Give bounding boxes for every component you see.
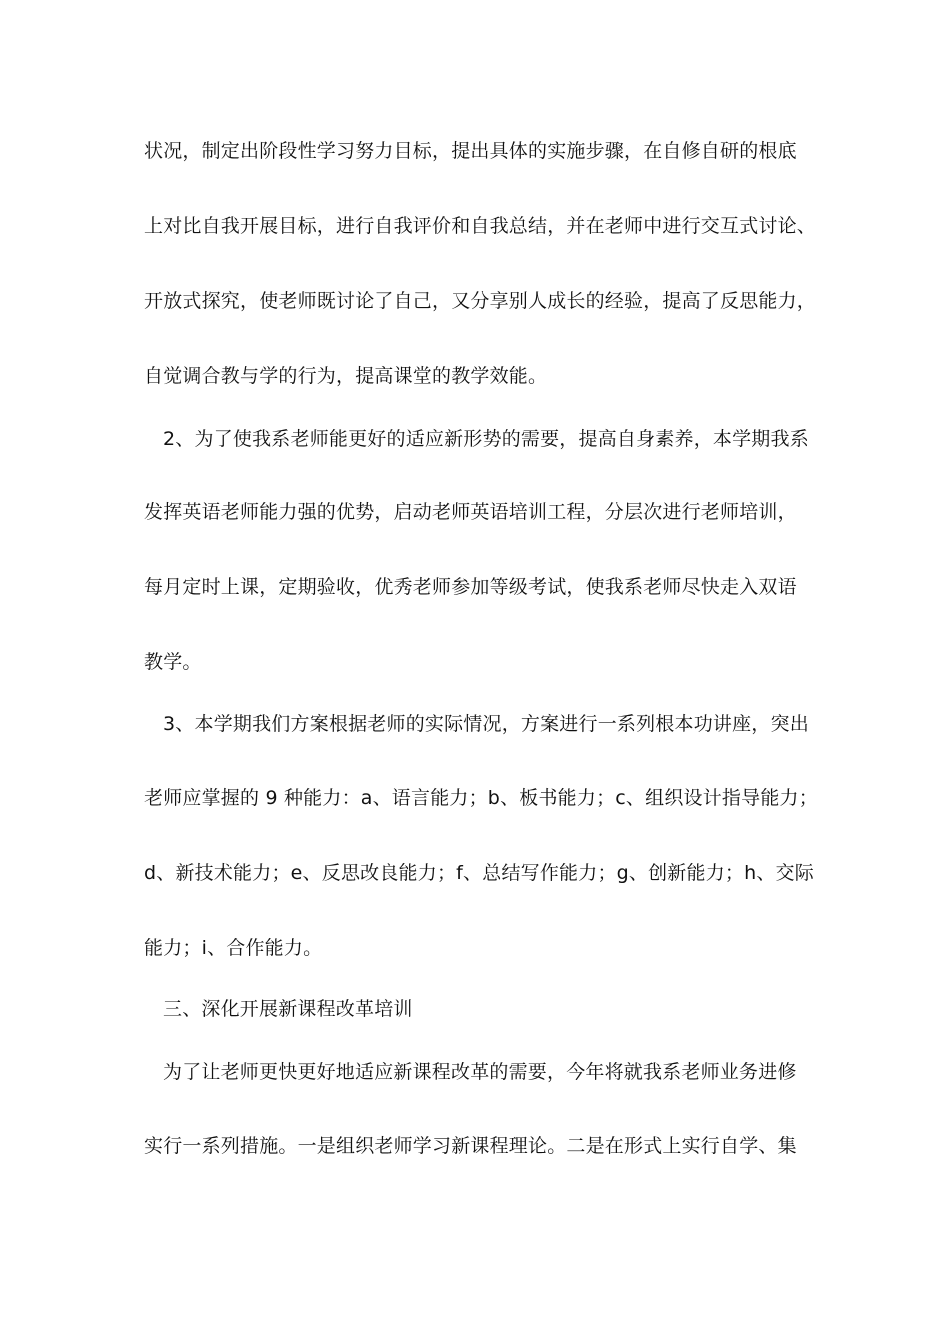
section-heading: 三、深化开展新课程改革培训 bbox=[163, 998, 413, 1020]
text-line: 老师应掌握的 9 种能力：a、语言能力；b、板书能力；c、组织设计指导能力； bbox=[144, 787, 818, 809]
paragraph-3-start: 3、本学期我们方案根据老师的实际情况，方案进行一系列根本功讲座，突出 bbox=[163, 713, 809, 735]
text-line: d、新技术能力；e、反思改良能力；f、总结写作能力；g、创新能力；h、交际 bbox=[144, 862, 814, 884]
text-line: 开放式探究，使老师既讨论了自己，又分享别人成长的经验，提高了反思能力， bbox=[144, 290, 817, 312]
paragraph-start: 为了让老师更快更好地适应新课程改革的需要，今年将就我系老师业务进修 bbox=[163, 1061, 797, 1083]
text-line: 发挥英语老师能力强的优势，启动老师英语培训工程，分层次进行老师培训， bbox=[144, 501, 797, 523]
text-line: 状况，制定出阶段性学习努力目标，提出具体的实施步骤，在自修自研的根底 bbox=[144, 140, 797, 162]
text-line: 上对比自我开展目标，进行自我评价和自我总结，并在老师中进行交互式讨论、 bbox=[144, 215, 817, 237]
text-line: 实行一系列措施。一是组织老师学习新课程理论。二是在形式上实行自学、集 bbox=[144, 1135, 797, 1157]
text-line: 能力；i、合作能力。 bbox=[144, 937, 323, 959]
paragraph-2-start: 2、为了使我系老师能更好的适应新形势的需要，提高自身素养，本学期我系 bbox=[163, 428, 809, 450]
text-line: 教学。 bbox=[144, 651, 202, 673]
text-line: 自觉调合教与学的行为，提高课堂的教学效能。 bbox=[144, 365, 548, 387]
text-line: 每月定时上课，定期验收，优秀老师参加等级考试，使我系老师尽快走入双语 bbox=[144, 576, 797, 598]
